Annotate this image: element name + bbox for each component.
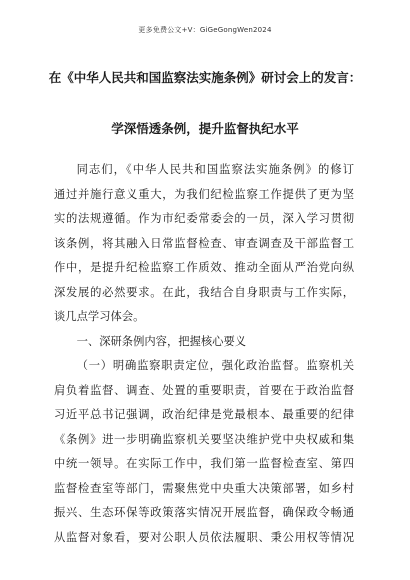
header-note: 更多免费公文+V：GiGeGongWen2024	[138, 26, 272, 34]
paragraph-line: 从监督对象看，要对公职人员依法履职、秉公用权等情况	[54, 530, 354, 544]
paragraph-line: 肩负着监督、调查、处置的重要职责，首要在于政治监督	[54, 383, 354, 397]
document-body	[54, 158, 354, 550]
paragraph-line: 同志们，《中华人民共和国监察法实施条例》的修订	[76, 163, 354, 176]
document-subtitle: 学深悟透条例，提升监督执纪水平	[111, 121, 299, 136]
paragraph-line: 习近平总书记强调，政治纪律是党最根本、最重要的纪律	[54, 408, 354, 421]
paragraph-line: 该条例，将其融入日常监督检查、审查调查及干部监督工	[54, 236, 354, 250]
section-heading	[54, 330, 354, 355]
paragraph-line: 通过并施行意义重大，为我们纪检监察工作提供了更为坚	[54, 187, 354, 201]
body-paragraph-intro	[54, 158, 354, 330]
section-heading-line: 一、深研条例内容，把握核心要义	[76, 334, 247, 348]
paragraph-line: 谈几点学习体会。	[54, 310, 145, 323]
paragraph-line: 中统一领导。在实际工作中，我们第一监督检查室、第四	[54, 457, 354, 470]
paragraph-line: 作中，是提升纪检监察工作质效、推动全面从严治党向纵	[54, 261, 354, 274]
body-paragraph-section-one	[54, 354, 354, 550]
paragraph-line: 监督检查室等部门，需聚焦党中央重大决策部署，如乡村	[54, 481, 354, 495]
paragraph-line: 《条例》进一步明确监察机关要坚决维护党中央权威和集	[54, 432, 354, 446]
document-title: 在《中华人民共和国监察法实施条例》研讨会上的发言：	[48, 70, 362, 85]
paragraph-line: （一）明确监察职责定位，强化政治监督。监察机关	[76, 359, 354, 372]
paragraph-line: 实的法规遵循。作为市纪委常委会的一员，深入学习贯彻	[54, 212, 354, 225]
paragraph-line: 振兴、生态环保等政策落实情况开展监督，确保政令畅通	[54, 506, 354, 519]
paragraph-line: 深发展的必然要求。在此，我结合自身职责与工作实际，	[54, 285, 354, 299]
